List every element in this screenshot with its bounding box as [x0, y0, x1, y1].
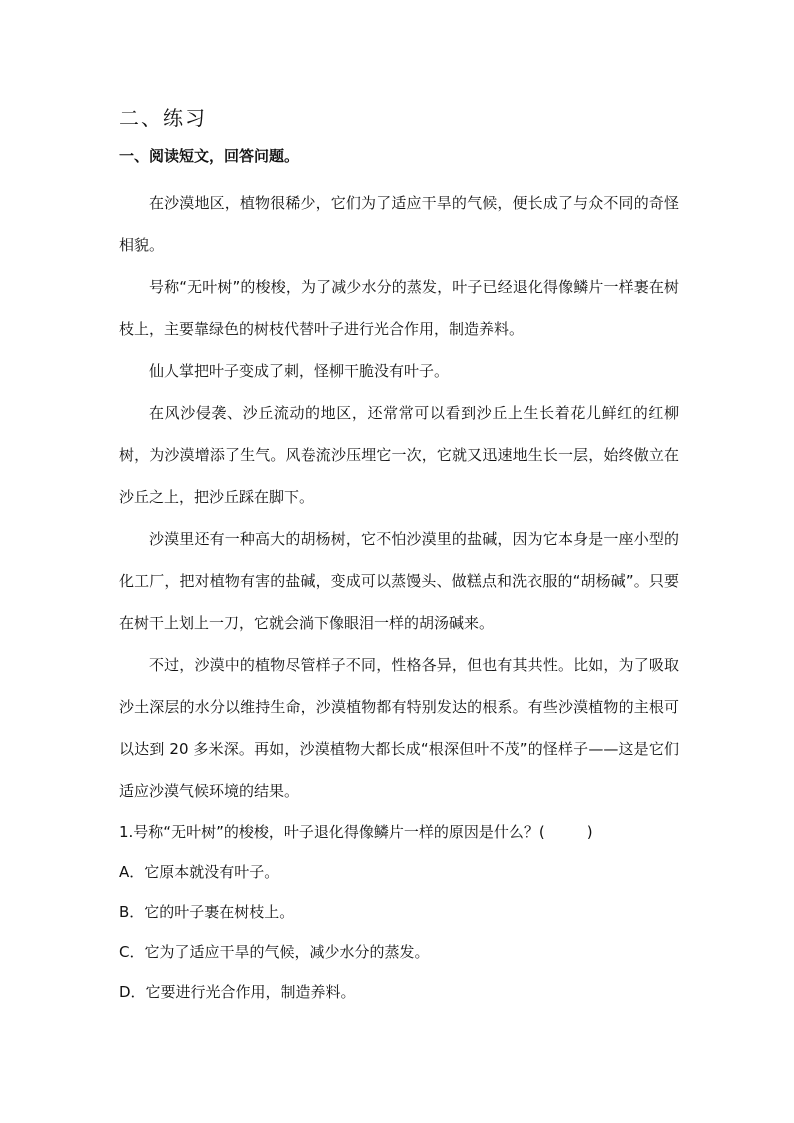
- option-c: C．它为了适应干旱的气候，减少水分的蒸发。: [119, 943, 430, 961]
- option-d: D．它要进行光合作用，制造养料。: [119, 983, 356, 1001]
- question-text: 1.号称“无叶树”的梭梭，叶子退化得像鳞片一样的原因是什么？: [119, 823, 539, 841]
- answer-paren-close: ): [586, 823, 593, 841]
- question-stem: [119, 812, 679, 852]
- paragraph: 在风沙侵袭、沙丘流动的地区，还常常可以看到沙丘上生长着花儿鲜红的红柳树，为沙漠增添了生气。风卷流沙压埋它一次，它就又迅速地生长一层，始终傲立在沙丘之上，把沙丘踩在脚下。: [119, 404, 679, 506]
- document-content: [119, 104, 679, 1012]
- paragraph: 沙漠里还有一种高大的胡杨树，它不怕沙漠里的盐碱，因为它本身是一座小型的化工厂，把对植物有害的盐碱，变成可以蒸馒头、做糕点和洗衣服的“胡杨碱”。只要在树干上划上一刀，它就会淌下像眼泪一样的胡汤碱来。: [119, 530, 679, 632]
- option-a: A．它原本就没有叶子。: [119, 863, 280, 881]
- paragraph: 仙人掌把叶子变成了刺，怪柳干脆没有叶子。: [149, 362, 450, 380]
- section-title: 二、练习: [119, 106, 207, 130]
- paragraph: 在沙漠地区，植物很稀少，它们为了适应干旱的气候，便长成了与众不同的奇怪相貌。: [119, 194, 679, 254]
- paragraph: 号称“无叶树”的梭梭，为了减少水分的蒸发，叶子已经退化得像鳞片一样裹在树枝上，主要靠绿色的树枝代替叶子进行光合作用，制造养料。: [119, 278, 679, 338]
- exercise-title: 一、阅读短文，回答问题。: [119, 147, 300, 165]
- paragraph: 不过，沙漠中的植物尽管样子不同，性格各异，但也有其共性。比如，为了吸取沙土深层的水分以维持生命，沙漠植物都有特别发达的根系。有些沙漠植物的主根可以达到 20 多米深。再如，沙漠植物大都长成“根深但叶不茂”的怪样子——这是它们适应沙漠气候环境的结果。: [119, 656, 679, 800]
- option-b: B．它的叶子裹在树枝上。: [119, 903, 295, 921]
- answer-paren-open: (: [538, 823, 545, 841]
